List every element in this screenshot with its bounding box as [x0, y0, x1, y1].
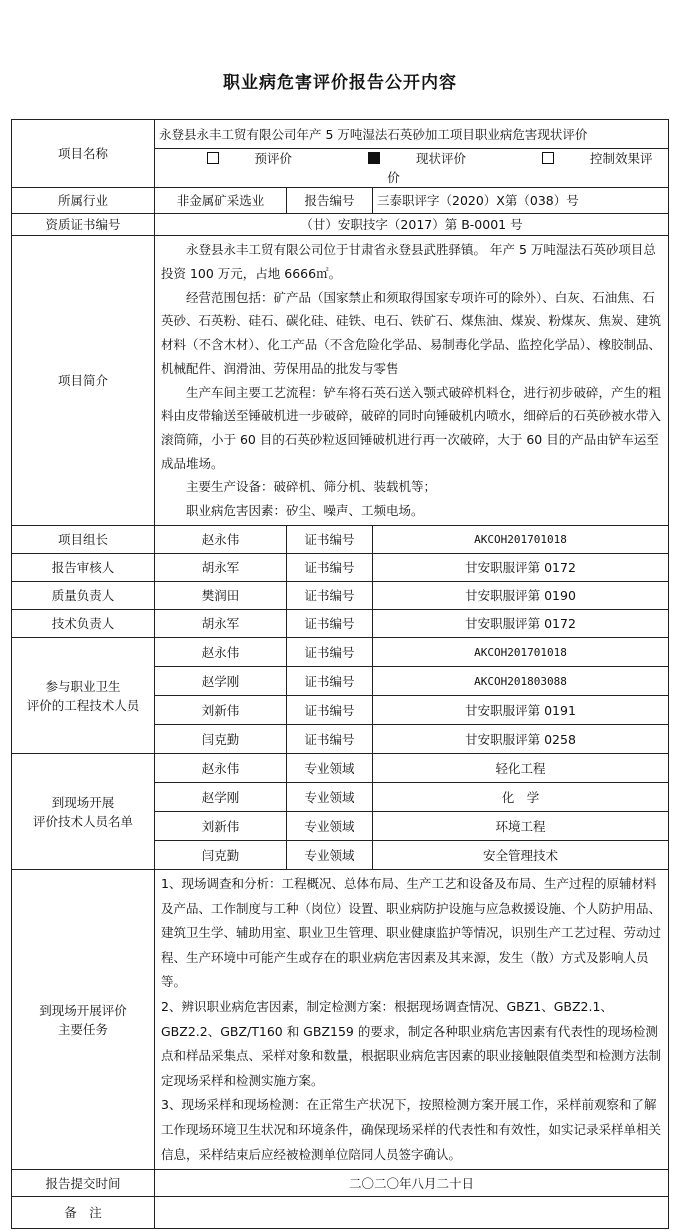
intro-paragraph: 生产车间主要工艺流程：铲车将石英石送入颚式破碎机料仓，进行初步破碎，产生的粗料由皮带输送至锤破机进一步破碎，破碎的同时向锤破机内喷水，细碎后的石英砂被水带入滚筒筛，小于 60 目的石英砂粒返回锤破机进行再一次破碎，大于 60 目的产品由铲车运至成品堆场。: [161, 384, 662, 471]
checkbox-icon: [542, 152, 554, 164]
remarks-value: [155, 1197, 669, 1229]
participant-name: 赵学刚: [155, 667, 287, 696]
project-name-value: 永登县永丰工贸有限公司年产 5 万吨湿法石英砂加工项目职业病危害现状评价: [155, 120, 669, 149]
option-status-evaluation: 现状评价: [350, 151, 484, 166]
cert-value: AKCOH201701018: [373, 526, 669, 554]
task-item: 2、辨识职业病危害因素，制定检测方案：根据现场调查情况、GBZ1、GBZ2.1、GBZ2.2、GBZ/T160 和 GBZ159 的要求，制定各种职业病危害因素有代表性的现场检测点和样品采集点、采样对象和数量，根据职业病危害因素的职业接触限值类型和检测方法制定现场采样和检测实施方案。: [161, 998, 662, 1088]
cert-label: 证书编号: [287, 696, 373, 725]
cert-label: 证书编号: [287, 554, 373, 582]
cert-value: 甘安职服评第 0191: [373, 696, 669, 725]
page-title: 职业病危害评价报告公开内容: [223, 73, 457, 93]
staff-name: 赵学刚: [155, 783, 287, 812]
certificate-value: （甘）安职技字（2017）第 B-0001 号: [155, 214, 669, 236]
participant-name: 刘新伟: [155, 696, 287, 725]
cert-label: 证书编号: [287, 582, 373, 610]
cert-value: 甘安职服评第 0172: [373, 554, 669, 582]
role-name: 赵永伟: [155, 526, 287, 554]
task-item: 1、现场调查和分析：工程概况、总体布局、生产工艺和设备及布局、生产过程的原辅材料及产品、工作制度与工种（岗位）设置、职业病防护设施与应急救援设施、个人防护用品、建筑卫生学、辅助用室、职业卫生管理、职业健康监护等情况，识别生产工艺过程、劳动过程、生产环境中可能产生或存在的职业病危害因素及其来源，发生（散）方式及影响人员等。: [161, 876, 662, 990]
evaluation-type-options: [155, 149, 669, 188]
certificate-label: 资质证书编号: [12, 214, 155, 236]
remarks-label: 备 注: [12, 1197, 155, 1229]
intro-paragraph: 永登县永丰工贸有限公司位于甘肃省永登县武胜驿镇。 年产 5 万吨湿法石英砂项目总投资 100 万元，占地 6666㎡。: [161, 242, 656, 281]
staff-name: 刘新伟: [155, 812, 287, 841]
intro-label: 项目简介: [12, 236, 155, 526]
cert-label: 证书编号: [287, 725, 373, 754]
option-control-evaluation: 控制效果评价: [387, 151, 653, 185]
intro-paragraph: 经营范围包括：矿产品（国家禁止和须取得国家专项许可的除外）、白灰、石油焦、石英砂、石英粉、硅石、碳化硅、硅铁、电石、铁矿石、煤焦油、煤炭、粉煤灰、焦炭、建筑材料（不含木材）、化工产品（不含危险化学品、易制毒化学品、监控化学品）、橡胶制品、机械配件、润滑油、劳保用品的批发与零售: [161, 289, 662, 376]
field-value: 安全管理技术: [373, 841, 669, 870]
onsite-staff-label: 到现场开展 评价技术人员名单: [12, 754, 155, 870]
cert-value: 甘安职服评第 0190: [373, 582, 669, 610]
field-value: 环境工程: [373, 812, 669, 841]
field-value: 化 学: [373, 783, 669, 812]
staff-name: 闫克勤: [155, 841, 287, 870]
report-table: [11, 119, 669, 1229]
tasks-content: [155, 870, 669, 1170]
cert-value: AKCOH201803088: [373, 667, 669, 696]
report-no-label: 报告编号: [287, 188, 373, 214]
field-label: 专业领域: [287, 841, 373, 870]
option-pre-evaluation: 预评价: [189, 151, 311, 166]
field-value: 轻化工程: [373, 754, 669, 783]
tasks-label: 到现场开展评价 主要任务: [12, 870, 155, 1170]
cert-label: 证书编号: [287, 526, 373, 554]
intro-paragraph: 主要生产设备：破碎机、筛分机、装载机等；: [186, 479, 437, 495]
role-name: 樊润田: [155, 582, 287, 610]
industry-value: 非金属矿采选业: [155, 188, 287, 214]
cert-value: 甘安职服评第 0258: [373, 725, 669, 754]
submit-label: 报告提交时间: [12, 1170, 155, 1197]
role-label: 质量负责人: [12, 582, 155, 610]
participant-name: 赵永伟: [155, 638, 287, 667]
checkbox-icon: [207, 152, 219, 164]
cert-label: 证书编号: [287, 638, 373, 667]
field-label: 专业领域: [287, 812, 373, 841]
role-name: 胡永军: [155, 554, 287, 582]
project-name-label: 项目名称: [12, 120, 155, 188]
cert-value: AKCOH201701018: [373, 638, 669, 667]
participant-name: 闫克勤: [155, 725, 287, 754]
intro-content: [155, 236, 669, 526]
submit-value: 二〇二〇年八月二十日: [155, 1170, 669, 1197]
industry-label: 所属行业: [12, 188, 155, 214]
checkbox-checked-icon: [368, 152, 380, 164]
field-label: 专业领域: [287, 783, 373, 812]
cert-value: 甘安职服评第 0172: [373, 610, 669, 638]
task-item: 3、现场采样和现场检测：在正常生产状况下，按照检测方案开展工作，采样前观察和了解工作现场环境卫生状况和环境条件，确保现场采样的代表性和有效性，如实记录采样单相关信息，采样结束后应经被检测单位陪同人员签字确认。: [161, 1097, 662, 1162]
role-label: 报告审核人: [12, 554, 155, 582]
role-label: 技术负责人: [12, 610, 155, 638]
participants-label: 参与职业卫生 评价的工程技术人员: [12, 638, 155, 754]
field-label: 专业领域: [287, 754, 373, 783]
role-label: 项目组长: [12, 526, 155, 554]
cert-label: 证书编号: [287, 667, 373, 696]
intro-paragraph: 职业病危害因素：矽尘、噪声、工频电场。: [186, 503, 424, 519]
role-name: 胡永军: [155, 610, 287, 638]
cert-label: 证书编号: [287, 610, 373, 638]
staff-name: 赵永伟: [155, 754, 287, 783]
report-no-value: 三泰职评字（2020）X第（038）号: [373, 188, 669, 214]
